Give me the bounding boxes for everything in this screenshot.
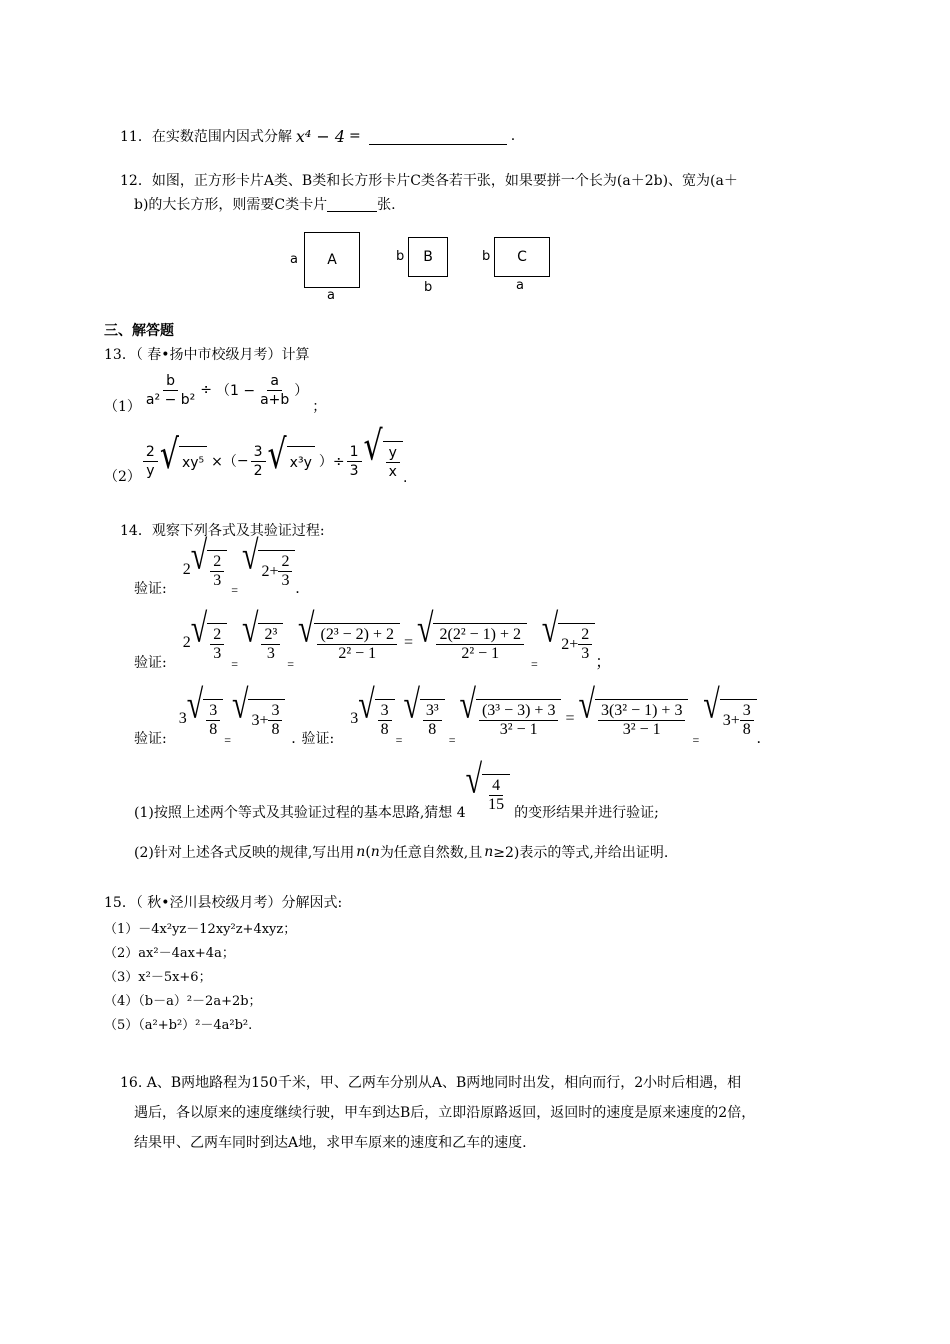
q11-prefix: 11．在实数范围内因式分解 <box>120 129 292 145</box>
q13-p2-radicand1: xy⁵ <box>179 446 207 476</box>
q14-r2-num3: (2³ − 2) + 2 <box>317 626 397 645</box>
q14-sub1-end: 的变形结果并进行验证; <box>514 805 659 821</box>
card-b-bottom-label: b <box>424 280 433 295</box>
q14-r2-radical5: √ 2+ $\frac{2}{3}$ <box>542 623 596 663</box>
q14-r2-den3: 2² − 1 <box>338 645 377 662</box>
q14-sub1-den: 15 <box>488 796 505 813</box>
q12-line2 <box>134 194 396 214</box>
q14-r3-dot1: . <box>291 730 296 747</box>
q14-r3-num4: 3³ <box>423 702 442 721</box>
q14-r3-sum2: 3+ <box>722 711 740 729</box>
q14-r2-eq2: = <box>287 657 295 671</box>
q14-r3-radical6: √ $\frac{\text{3(3² − 1) + 3}}{\text{3² − 1}}$ <box>578 699 688 739</box>
q14-r2-semicolon: ； <box>595 654 612 671</box>
q14-r3-coef2: 3 <box>350 710 359 727</box>
q14-r2-den2: 3 <box>266 645 275 662</box>
q14-r1-num2: 2 <box>278 553 292 572</box>
q13-p2-coef1-den: y <box>146 462 155 479</box>
q13-p1-inner-denominator: a+b <box>260 391 290 408</box>
q14-row2 <box>134 606 612 672</box>
q14-r3-num3: 3 <box>378 702 392 721</box>
q13-part2 <box>104 422 408 486</box>
q14-r3-eq5: = <box>692 733 700 747</box>
card-a-letter: A <box>327 252 337 268</box>
q14-r3-radical3: √ $\frac{3}{8}$ <box>358 699 394 739</box>
q14-r3-radical1: √ $\frac{3}{8}$ <box>187 699 223 739</box>
q16-line1: 16. A、B两地路程为150千米，甲、乙两车分别从A、B两地同时出发，相向而行，2小时后相遇，相 <box>120 1075 742 1091</box>
q13-p2-radical3: √ $\frac{y}{x}$ <box>364 441 403 481</box>
q13-p1-close: ） <box>294 383 309 399</box>
q13-p2-radicand3 <box>386 444 400 481</box>
q13-p2-radicand3-num: y <box>386 444 400 463</box>
card-b-letter: B <box>423 249 433 265</box>
q13-p2-coef2 <box>251 443 266 480</box>
q13-p2-coef1-num: 2 <box>143 443 158 462</box>
q14-r3-num5: (3³ − 3) + 3 <box>479 702 559 721</box>
q14-sub1-radical: √ $\frac{4}{15}$ <box>466 774 510 814</box>
q14-r2-eq3: = <box>403 634 414 651</box>
q14-r3-den5: 3² − 1 <box>499 721 538 738</box>
q13-p2-radical2: √ x³y <box>268 446 315 476</box>
q14-sub1-num: 4 <box>489 777 503 796</box>
q14-sub2-text-d: ≥2)表示的等式,并给出证明. <box>493 845 669 861</box>
q14-verify-label-4: 验证: <box>301 731 335 747</box>
q14-r3-den3: 8 <box>380 721 389 738</box>
q14-r2-den5: 3 <box>581 645 590 662</box>
q14-r2-sum: 2+ <box>561 635 579 653</box>
q13-p1-denominator: a² − b² <box>145 391 196 408</box>
q13-p2-radical1: √ xy⁵ <box>160 446 207 476</box>
q14-sub2-n1: n <box>356 844 366 860</box>
q14-r2-num1: 2 <box>210 626 224 645</box>
q13-p2-end: . <box>402 470 408 486</box>
q13-p1-end: ； <box>312 399 327 415</box>
q13-p1-open: （1 − <box>215 383 256 399</box>
q14-verify-label-2: 验证: <box>134 655 167 671</box>
q14-r3-den4: 8 <box>428 721 437 738</box>
q12-line2-text: b)的大长方形，则需要C类卡片 <box>134 197 328 213</box>
q13-p2-radicand3-den: x <box>388 464 397 480</box>
q13-p1-inner-numerator: a <box>267 372 282 391</box>
q13-p2-times: ×（ <box>211 454 237 470</box>
q15-item-3: （3）x²－5x+6； <box>104 970 212 985</box>
q13-title: 13．（ 春•扬中市校级月考）计算 <box>104 347 310 363</box>
card-a-bottom-label: a <box>327 288 335 303</box>
q14-r3-den6: 3² − 1 <box>622 721 661 738</box>
q14-r3-eq2: = <box>395 733 403 747</box>
q14-r3-den2: 8 <box>271 721 280 738</box>
q13-p2-coef1 <box>143 443 158 480</box>
q14-r3-num1: 3 <box>206 702 220 721</box>
q14-r1-num: 2 <box>210 553 224 572</box>
q14-sub1-text: (1)按照上述两个等式及其验证过程的基本思路,猜想 4 <box>134 805 466 821</box>
q13-p1-div: ÷ <box>200 382 212 398</box>
q13-p2-coef3-den: 3 <box>349 462 359 479</box>
card-a <box>304 232 360 288</box>
q13-p1-fraction <box>143 372 198 409</box>
q11-answer-blank[interactable] <box>369 128 507 145</box>
q12-answer-blank[interactable] <box>327 197 377 212</box>
q14-r1-den2: 3 <box>281 572 290 589</box>
q14-sub2-text-c: 为任意自然数,且 <box>379 845 483 861</box>
q13-p2-minus: − <box>236 453 249 469</box>
card-c-side-label: b <box>482 249 491 264</box>
q14-r3-sum: 3+ <box>251 711 269 729</box>
q14-r3-num6: 3(3² − 1) + 3 <box>598 702 686 721</box>
q14-r2-num5: 2 <box>578 626 592 645</box>
card-a-side-label: a <box>290 252 298 267</box>
q14-r3-den7: 8 <box>742 721 751 738</box>
q14-sub2-text-b: ( <box>365 844 371 860</box>
q14-r3-radical4: √ $\frac{\text{3³}}{8}$ <box>403 699 444 739</box>
q13-p1-label: （1） <box>104 399 141 415</box>
section-heading: 三、解答题 <box>104 323 174 339</box>
q14-r3-num7: 3 <box>740 702 754 721</box>
q14-row3 <box>134 682 761 748</box>
q13-p2-coef3 <box>347 443 362 480</box>
q14-r3-radical5: √ $\frac{\text{(3³ − 3) + 3}}{\text{3² − 1}}$ <box>459 699 561 739</box>
card-b <box>408 237 448 277</box>
q14-r2-eq4: = <box>530 657 538 671</box>
q14-sub2-n3: n <box>484 844 494 860</box>
q14-r2-radical4: √ $\frac{\text{2(2² − 1) + 2}}{\text{2² − 1}}$ <box>417 623 527 663</box>
q15-item-4: （4）（b－a）²－2a+2b； <box>104 994 262 1009</box>
q14-r2-num2: 2³ <box>261 626 280 645</box>
card-b-side-label: b <box>396 249 405 264</box>
q14-sub2 <box>134 842 668 862</box>
q12-line2-end: 张. <box>377 197 396 213</box>
q14-r3-eq4: = <box>565 710 575 727</box>
q14-verify-label-3: 验证: <box>134 731 167 747</box>
q14-sub1 <box>134 757 659 822</box>
q14-r3-radical7: √ 3+ $\frac{3}{8}$ <box>703 699 757 739</box>
q14-r3-den1: 8 <box>209 721 218 738</box>
q14-r2-radical3: √ $\frac{\text{(2³ − 2) + 2}}{\text{2² − 1}}$ <box>298 623 400 663</box>
q14-verify-label-1: 验证: <box>134 581 167 597</box>
q13-p2-coef2-num: 3 <box>251 443 266 462</box>
q15-item-1: （1）－4x²yz－12xy²z+4xyz； <box>104 922 297 937</box>
q14-r3-eq1: = <box>224 733 231 747</box>
q14-r3-num2: 3 <box>268 702 282 721</box>
q14-title: 14．观察下列各式及其验证过程: <box>120 523 325 539</box>
q13-part1 <box>104 364 326 416</box>
q14-r1-dot: . <box>295 580 300 597</box>
q15-title: 15．（ 秋•泾川县校级月考）分解因式: <box>104 895 343 911</box>
card-c-bottom-label: a <box>516 278 524 293</box>
q14-r2-num4: 2(2² − 1) + 2 <box>436 626 524 645</box>
card-c-letter: C <box>517 249 527 265</box>
q14-r1-den: 3 <box>213 572 222 589</box>
q12-line1: 12．如图，正方形卡片A类、B类和长方形卡片C类各若干张，如果要拼一个长为(a＋2b)、宽为(a＋ <box>120 173 738 189</box>
q11-expression: x⁴ − 4 <box>295 126 346 146</box>
q13-p2-radicand2: x³y <box>287 446 315 476</box>
q14-r3-coef: 3 <box>178 710 187 727</box>
q13-p2-coef3-num: 1 <box>347 443 362 462</box>
q14-r1-coef: 2 <box>182 561 191 578</box>
q15-item-2: （2）ax²－4ax+4a； <box>104 946 235 961</box>
q13-p2-label: （2） <box>104 469 141 485</box>
q16-line2: 遇后，各以原来的速度继续行驶，甲车到达B后，立即沿原路返回，返回时的速度是原来速度的2倍， <box>134 1105 756 1121</box>
q14-r2-radical2: √ $\frac{\text{2³}}{3}$ <box>242 623 283 663</box>
q14-r2-eq1: = <box>231 657 238 671</box>
q13-p1-inner-fraction <box>257 372 292 409</box>
q13-p2-coef2-den: 2 <box>253 462 263 479</box>
q14-r2-coef: 2 <box>182 634 191 651</box>
q11-period: . <box>510 128 516 144</box>
q14-r1-radical: √ $\frac{2}{3}$ <box>191 550 227 590</box>
q14-sub2-n2: n <box>370 844 380 860</box>
q11-equals: = <box>349 128 361 144</box>
q14-r2-den4: 2² − 1 <box>461 645 500 662</box>
q14-r3-radical2: √ 3+ $\frac{3}{8}$ <box>232 699 286 739</box>
q16-line3: 结果甲、乙两车同时到达A地，求甲车原来的速度和乙车的速度. <box>134 1135 527 1151</box>
q14-sub2-text-a: (2)针对上述各式反映的规律,写出用 <box>134 845 355 861</box>
q14-r3-dot2: . <box>756 730 761 747</box>
q14-r1-radical2: √ 2+ $\frac{2}{3}$ <box>242 550 296 590</box>
q14-r3-eq3: = <box>448 733 456 747</box>
q13-p2-close: ）÷ <box>318 454 345 470</box>
q14-r2-radical1: √ $\frac{2}{3}$ <box>191 623 227 663</box>
card-c <box>494 237 550 277</box>
q15-item-5: （5）（a²+b²）²－4a²b². <box>104 1018 253 1033</box>
q14-r1-eq: = <box>231 583 238 597</box>
q13-p1-numerator: b <box>163 372 178 391</box>
q14-r1-sum: 2+ <box>261 562 279 580</box>
question-11 <box>120 124 515 148</box>
q14-row1 <box>134 533 300 598</box>
q14-r2-den1: 3 <box>213 645 222 662</box>
